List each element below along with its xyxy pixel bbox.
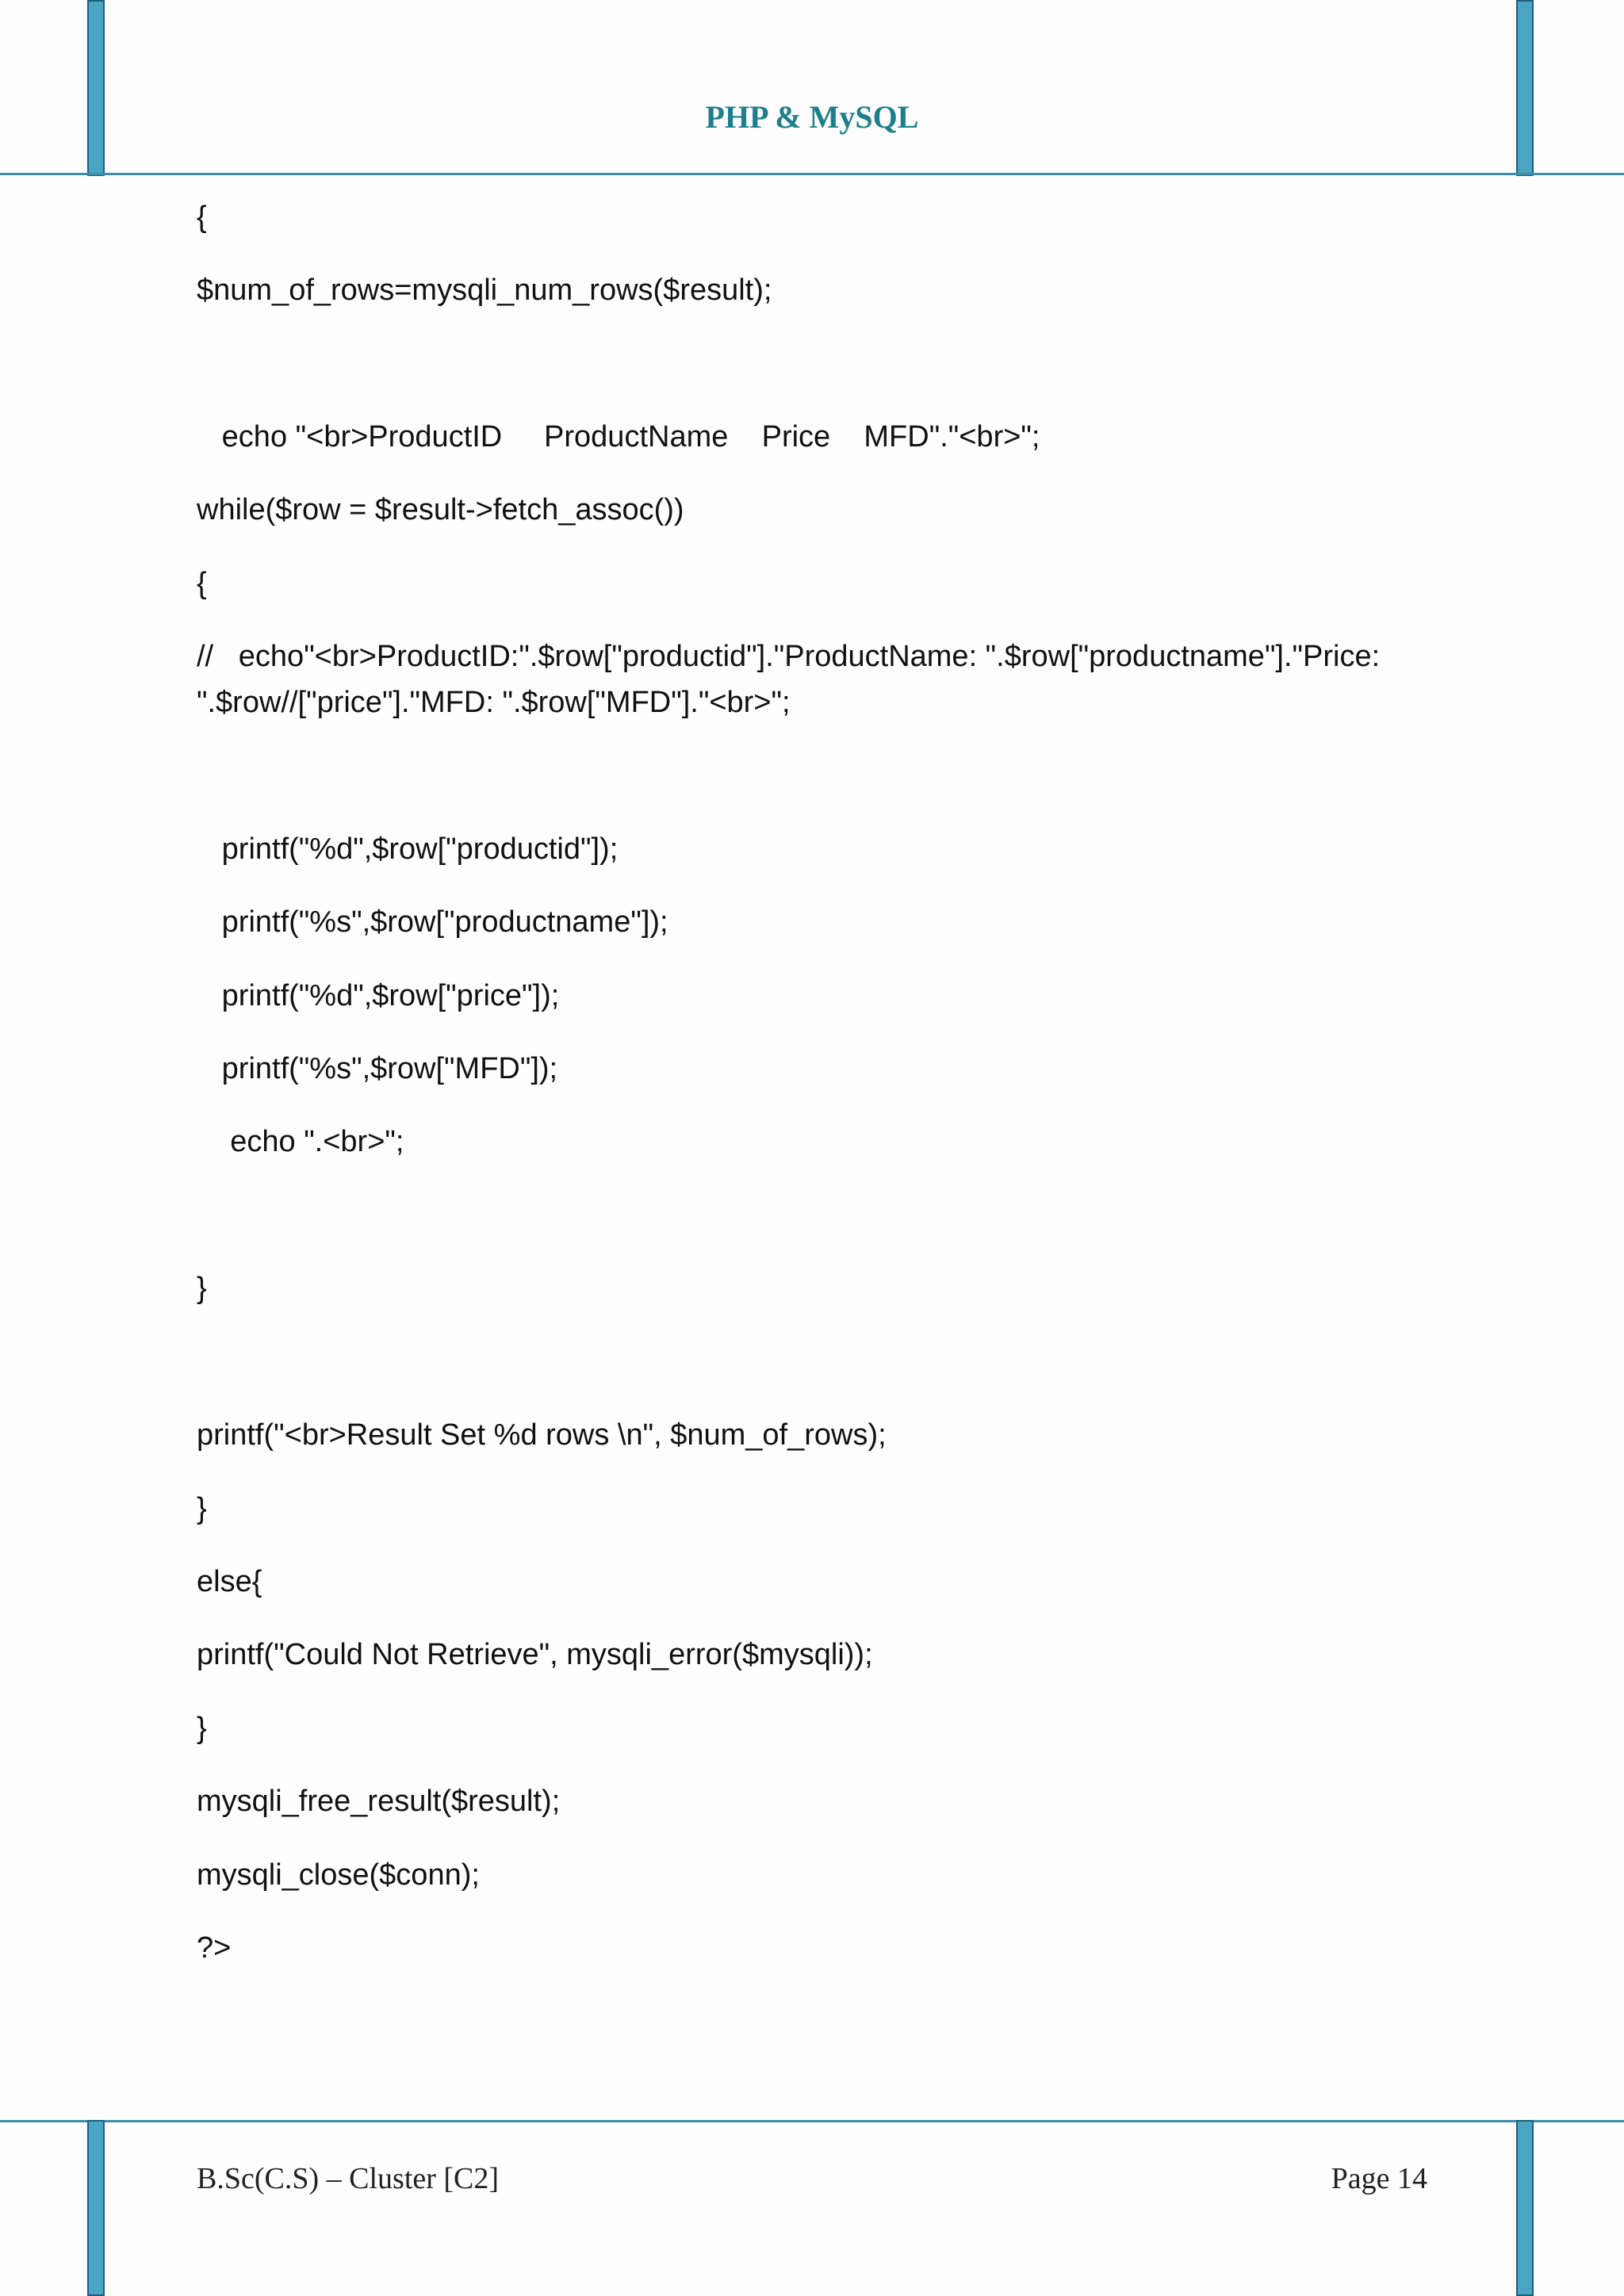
code-line: mysqli_close($conn);	[197, 1858, 480, 1892]
code-line: }	[197, 1272, 207, 1305]
code-line: printf("%d",$row["price"]);	[197, 979, 560, 1012]
code-line: ".$row//["price"]."MFD: ".$row["MFD"]."<br>";	[197, 686, 791, 719]
header-right-bar	[1516, 0, 1534, 176]
code-line: printf("%d",$row["productid"]);	[197, 832, 619, 866]
code-line: {	[197, 567, 207, 600]
code-line: {	[197, 201, 207, 234]
code-line: echo ".<br>";	[197, 1125, 404, 1158]
code-line: ?>	[197, 1931, 232, 1965]
code-line: while($row = $result->fetch_assoc())	[197, 493, 684, 526]
code-line: mysqli_free_result($result);	[197, 1785, 561, 1818]
code-line: printf("<br>Result Set %d rows \n", $num_of_rows);	[197, 1418, 887, 1452]
code-line: printf("%s",$row["MFD"]);	[197, 1052, 558, 1085]
code-line: }	[197, 1712, 207, 1745]
code-line: printf("Could Not Retrieve", mysqli_error($mysqli));	[197, 1638, 873, 1671]
code-line: printf("%s",$row["productname"]);	[197, 905, 668, 939]
footer-right-bar	[1516, 2120, 1534, 2296]
footer-rule	[0, 2120, 1624, 2122]
footer-page-number: Page 14	[1331, 2162, 1427, 2195]
footer-course: B.Sc(C.S) – Cluster [C2]	[197, 2162, 500, 2195]
header-rule	[0, 173, 1624, 175]
code-line: echo "<br>ProductID ProductName Price MFD"."<br>";	[197, 420, 1040, 453]
code-line: // echo"<br>ProductID:".$row["productid"]."ProductName: ".$row["productname"]."Price:	[197, 640, 1381, 673]
header-left-bar	[87, 0, 105, 176]
code-line: else{	[197, 1565, 262, 1598]
code-line: }	[197, 1492, 207, 1525]
footer-left-bar	[87, 2120, 105, 2296]
code-line: $num_of_rows=mysqli_num_rows($result);	[197, 274, 772, 307]
header-title: PHP & MySQL	[705, 99, 919, 135]
